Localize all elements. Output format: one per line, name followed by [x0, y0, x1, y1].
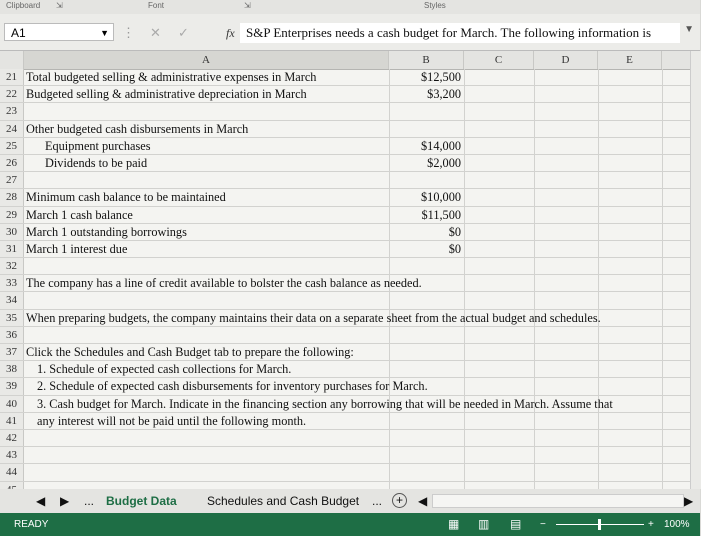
- status-ready: READY: [14, 519, 49, 530]
- sheet-row[interactable]: [0, 155, 690, 172]
- row-number[interactable]: 37: [0, 344, 24, 360]
- insert-function-button[interactable]: fx: [226, 26, 235, 40]
- column-header-c[interactable]: C: [464, 51, 534, 69]
- cell-a[interactable]: March 1 interest due: [26, 241, 128, 256]
- cell-a[interactable]: Other budgeted cash disbursements in March: [26, 121, 249, 136]
- cell-b[interactable]: $2,000: [427, 155, 461, 170]
- name-box[interactable]: [4, 23, 114, 41]
- cell-a[interactable]: The company has a line of credit available to bolster the cash balance as needed.: [26, 276, 422, 291]
- cell-a[interactable]: Equipment purchases: [45, 138, 151, 153]
- sheet-row[interactable]: [0, 430, 690, 447]
- sheet-row[interactable]: [0, 413, 690, 430]
- cell-b[interactable]: $10,000: [421, 190, 461, 205]
- column-headers: [0, 51, 690, 70]
- cell-b[interactable]: $0: [448, 224, 461, 239]
- sheet-row[interactable]: [0, 86, 690, 103]
- cell-a[interactable]: Click the Schedules and Cash Budget tab to prepare the following:: [26, 345, 354, 359]
- sheet-row[interactable]: [0, 310, 690, 327]
- page-break-view-icon[interactable]: ▤: [510, 517, 522, 531]
- row-number[interactable]: 21: [0, 69, 24, 85]
- ribbon-group-labels: [0, 0, 700, 14]
- row-number[interactable]: 24: [0, 121, 24, 137]
- normal-view-icon[interactable]: ▦: [448, 517, 460, 531]
- zoom-slider-thumb[interactable]: [598, 519, 601, 530]
- row-number[interactable]: 28: [0, 189, 24, 205]
- next-sheet-icon[interactable]: ▶: [60, 494, 70, 508]
- sheet-row[interactable]: [0, 258, 690, 275]
- sheet-row[interactable]: [0, 275, 690, 292]
- row-number[interactable]: 34: [0, 292, 24, 308]
- cell-b[interactable]: $3,200: [427, 87, 461, 102]
- cell-a[interactable]: March 1 outstanding borrowings: [26, 224, 187, 239]
- sheet-row[interactable]: [0, 447, 690, 464]
- zoom-in-icon[interactable]: +: [648, 519, 654, 530]
- page-layout-view-icon[interactable]: ▥: [478, 517, 490, 531]
- sheet-row[interactable]: [0, 121, 690, 138]
- worksheet-grid[interactable]: [0, 51, 690, 489]
- row-number[interactable]: 36: [0, 327, 24, 343]
- row-number[interactable]: 25: [0, 138, 24, 154]
- cell-b[interactable]: $12,500: [421, 70, 461, 84]
- enter-check-icon[interactable]: ✓: [178, 25, 189, 40]
- styles-group-label: Styles: [424, 1, 446, 10]
- row-number[interactable]: 44: [0, 464, 24, 480]
- row-number[interactable]: 42: [0, 430, 24, 446]
- row-number[interactable]: 30: [0, 224, 24, 240]
- sheet-row[interactable]: [0, 207, 690, 224]
- cell-a[interactable]: When preparing budgets, the company maintains their data on a separate sheet from the actual budget and schedules.: [26, 310, 601, 325]
- sheet-row[interactable]: [0, 138, 690, 155]
- column-header-e[interactable]: E: [598, 51, 662, 69]
- chevron-down-icon[interactable]: ▼: [100, 28, 109, 38]
- font-group-label: Font: [148, 1, 165, 10]
- sheet-row[interactable]: [0, 464, 690, 481]
- cell-a[interactable]: 3. Cash budget for March. Indicate in the financing section any borrowing that will be needed in March. Assume that: [37, 396, 613, 411]
- sheet-row[interactable]: [0, 396, 690, 413]
- cell-b[interactable]: $14,000: [421, 138, 461, 153]
- column-header-b[interactable]: B: [389, 51, 464, 69]
- tabs-ellipsis-left[interactable]: ...: [84, 494, 95, 508]
- row-number[interactable]: 35: [0, 310, 24, 326]
- column-header-a[interactable]: A: [24, 51, 389, 69]
- sheet-row[interactable]: [0, 241, 690, 258]
- cell-a[interactable]: 2. Schedule of expected cash disbursements for inventory purchases for March.: [37, 379, 428, 394]
- separator-icon: ⋮: [122, 25, 135, 40]
- status-bar: [0, 513, 700, 536]
- row-number[interactable]: 31: [0, 241, 24, 257]
- row-number[interactable]: 41: [0, 413, 24, 429]
- clipboard-launcher-icon[interactable]: ⇲: [56, 1, 63, 10]
- sheet-row[interactable]: [0, 327, 690, 344]
- column-header-d[interactable]: D: [534, 51, 598, 69]
- tab-budget-data[interactable]: Budget Data: [106, 494, 177, 508]
- cell-a[interactable]: Minimum cash balance to be maintained: [26, 190, 226, 205]
- prev-sheet-icon[interactable]: ◀: [36, 494, 46, 508]
- name-box-value: A1: [11, 26, 26, 40]
- sheet-row[interactable]: [0, 69, 690, 86]
- sheet-row[interactable]: [0, 172, 690, 189]
- select-all-corner[interactable]: [0, 51, 24, 69]
- sheet-row[interactable]: [0, 344, 690, 361]
- add-sheet-button[interactable]: +: [392, 493, 407, 508]
- expand-formula-bar-icon[interactable]: ▼: [684, 24, 694, 35]
- cell-a[interactable]: Total budgeted selling & administrative expenses in March: [26, 70, 317, 84]
- row-number[interactable]: 29: [0, 207, 24, 223]
- cell-a[interactable]: Dividends to be paid: [45, 155, 148, 170]
- horizontal-scrollbar[interactable]: [432, 494, 684, 508]
- formula-bar: [0, 14, 700, 51]
- sheet-row[interactable]: [0, 361, 690, 378]
- cell-a[interactable]: March 1 cash balance: [26, 207, 133, 222]
- formula-input[interactable]: S&P Enterprises needs a cash budget for March. The following information is: [240, 23, 680, 43]
- font-launcher-icon[interactable]: ⇲: [244, 1, 251, 10]
- cell-a[interactable]: Budgeted selling & administrative depreciation in March: [26, 87, 307, 102]
- horizontal-scroll-right-icon[interactable]: ▶: [684, 494, 694, 508]
- row-number[interactable]: 39: [0, 378, 24, 394]
- sheet-row[interactable]: [0, 292, 690, 309]
- row-number[interactable]: 27: [0, 172, 24, 188]
- horizontal-scroll-left-icon[interactable]: ◀: [418, 494, 428, 508]
- sheet-row[interactable]: [0, 378, 690, 395]
- sheet-row[interactable]: [0, 189, 690, 206]
- row-number[interactable]: 22: [0, 86, 24, 102]
- row-number[interactable]: 32: [0, 258, 24, 274]
- cell-a[interactable]: any interest will not be paid until the following month.: [37, 413, 307, 428]
- row-number[interactable]: 33: [0, 275, 24, 291]
- sheet-tab-bar: [0, 489, 700, 513]
- sheet-row[interactable]: [0, 224, 690, 241]
- sheet-row[interactable]: [0, 103, 690, 120]
- cell-b[interactable]: $0: [448, 241, 461, 256]
- tabs-ellipsis-right[interactable]: ...: [372, 494, 383, 508]
- clipboard-group-label: Clipboard: [6, 1, 41, 10]
- tab-schedules-and-cash-budget[interactable]: Schedules and Cash Budget: [207, 494, 360, 508]
- row-number[interactable]: 23: [0, 103, 24, 119]
- cell-a[interactable]: 1. Schedule of expected cash collections for March.: [37, 362, 292, 377]
- zoom-level[interactable]: 100%: [664, 519, 690, 530]
- row-number[interactable]: 40: [0, 396, 24, 412]
- rows-container: [0, 69, 690, 499]
- row-number[interactable]: 38: [0, 361, 24, 377]
- zoom-out-icon[interactable]: −: [540, 519, 546, 530]
- row-number[interactable]: 43: [0, 447, 24, 463]
- cell-b[interactable]: $11,500: [421, 207, 461, 222]
- cancel-icon[interactable]: ✕: [150, 25, 161, 40]
- row-number[interactable]: 26: [0, 155, 24, 171]
- vertical-scrollbar[interactable]: [690, 51, 701, 489]
